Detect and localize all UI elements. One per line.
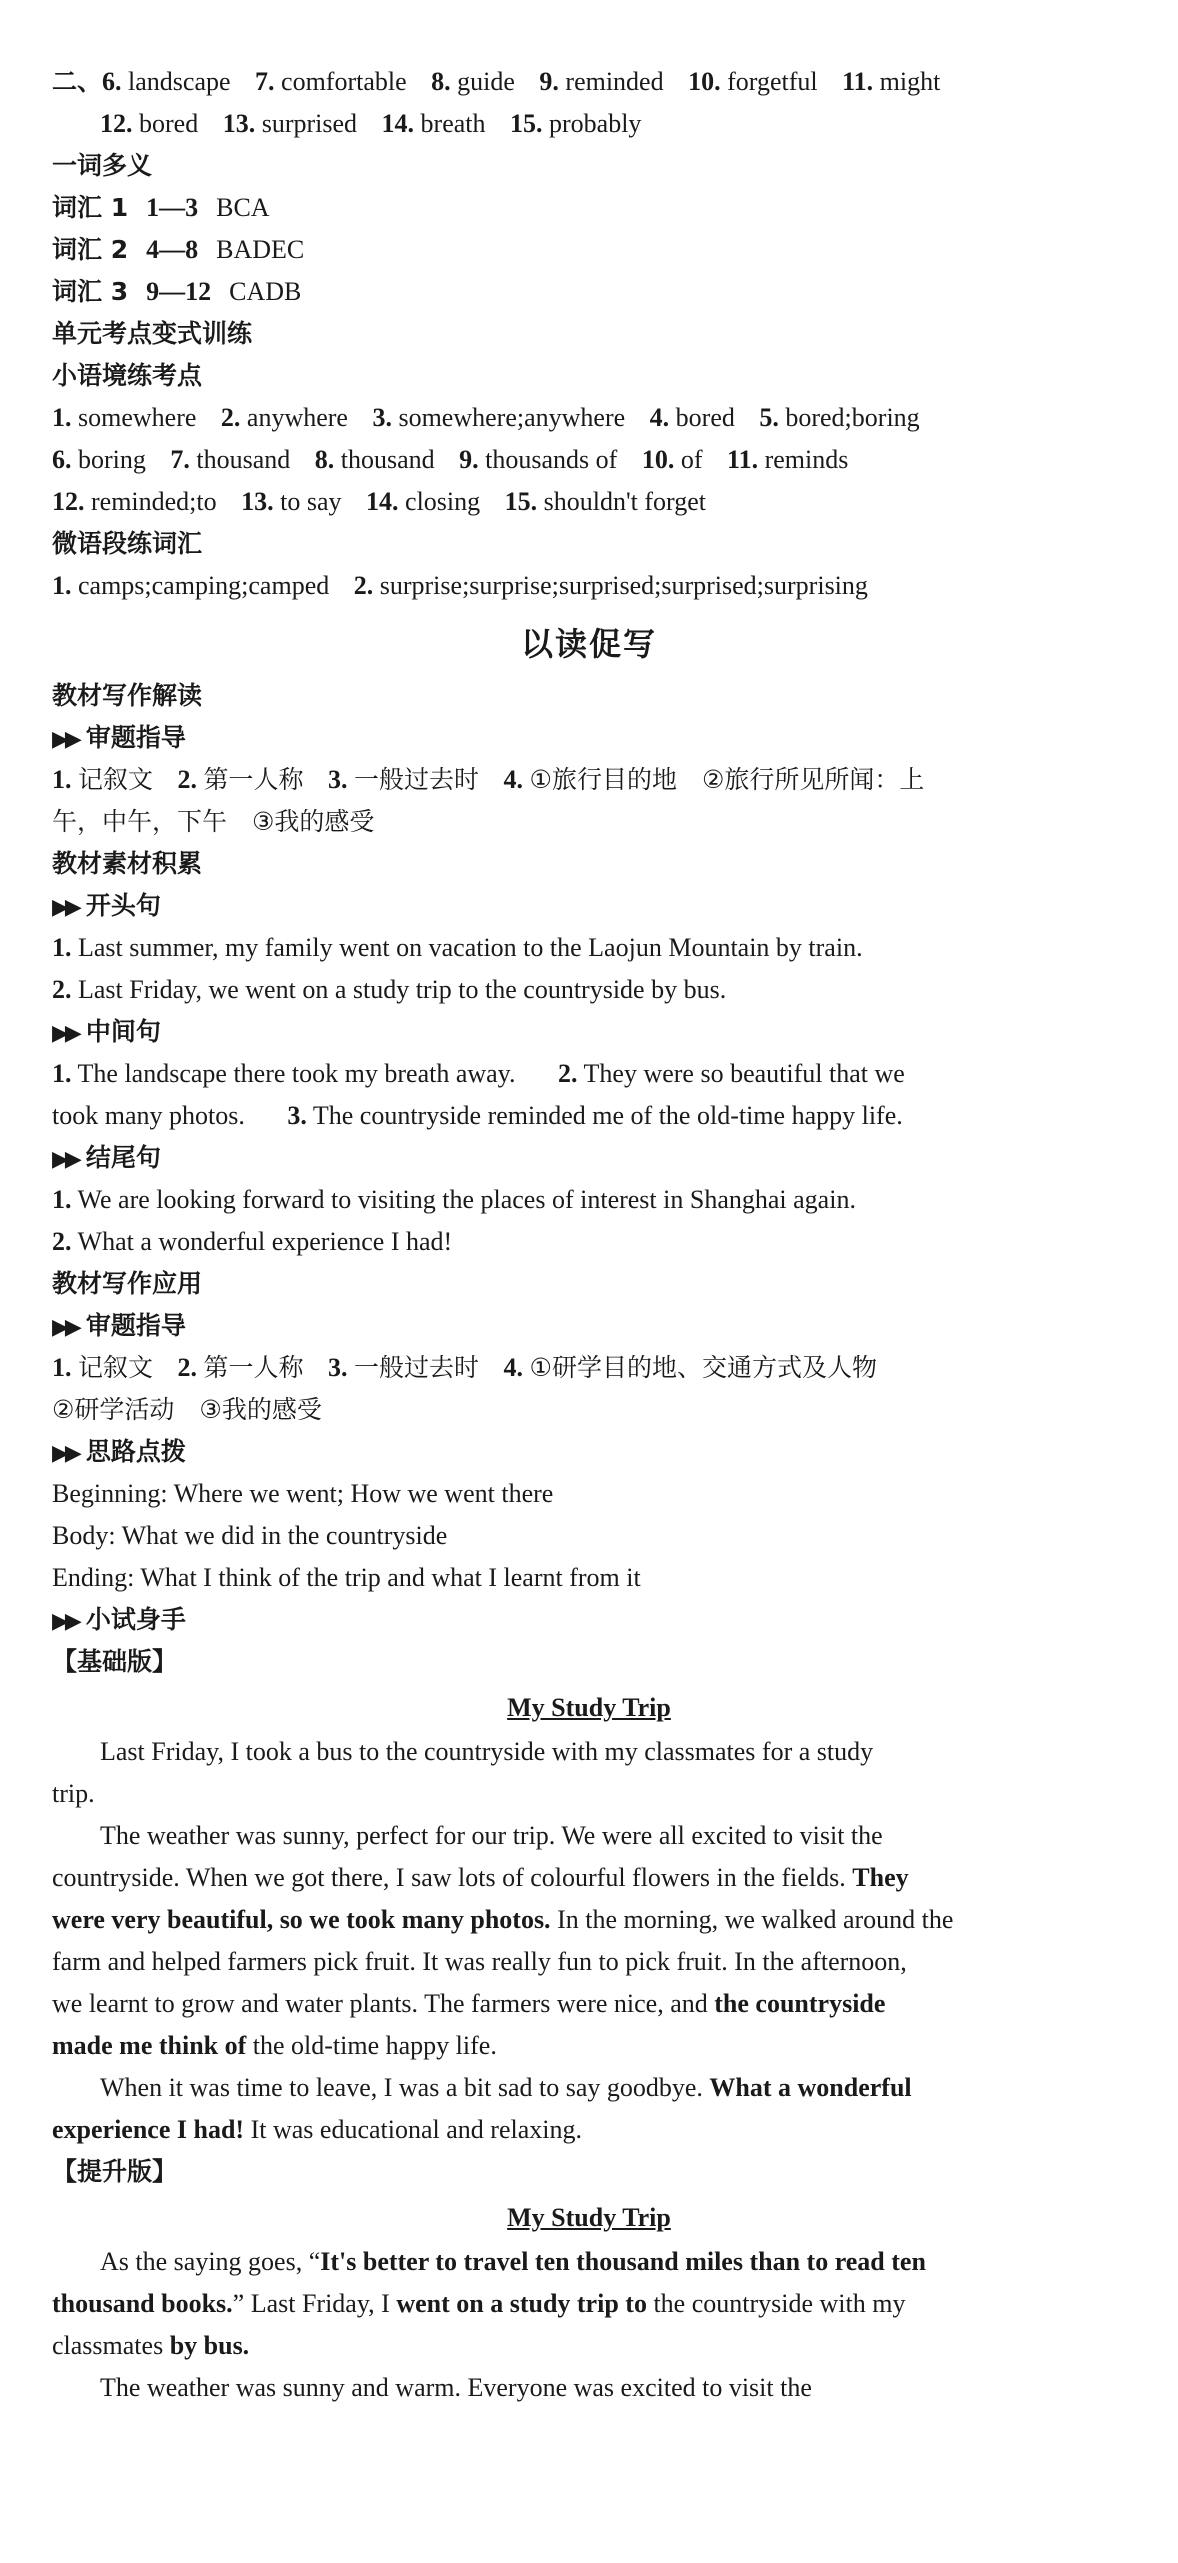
ending-heading: ▶▶ 结尾句 <box>52 1143 161 1172</box>
outline-item: Body: What we did in the countryside <box>52 1521 448 1550</box>
polysemy-item: 词汇 1 1—3 BCA <box>52 193 270 222</box>
polysemy-heading: 一词多义 <box>52 151 153 180</box>
essay-line: experience I had! It was educational and relaxing. <box>52 2115 582 2144</box>
arrow-icon: ▶▶ <box>52 1441 78 1466</box>
essay-line: The weather was sunny, perfect for our trip. We were all excited to visit the <box>100 1821 883 1850</box>
opening-sentence: 1. Last summer, my family went on vacation to the Laojun Mountain by train. <box>52 933 863 962</box>
vocab-line-1: 二、6. landscape 7. comfortable 8. guide 9. reminded 10. forgetful 11. might <box>52 67 941 96</box>
polysemy-item: 词汇 2 4—8 BADEC <box>52 235 305 264</box>
context-line-1: 1. somewhere 2. anywhere 3. somewhere;anywhere 4. bored 5. bored;boring <box>52 403 920 432</box>
arrow-icon: ▶▶ <box>52 1315 78 1340</box>
ending-sentence: 2. What a wonderful experience I had! <box>52 1227 453 1256</box>
context-line-3: 12. reminded;to 13. to say 14. closing 15. shouldn't forget <box>52 487 707 516</box>
practice-heading: ▶▶ 小试身手 <box>52 1605 186 1634</box>
arrow-icon: ▶▶ <box>52 1609 78 1634</box>
essay-line: countryside. When we got there, I saw lots of colourful flowers in the fields. They <box>52 1863 909 1892</box>
essay-title: My Study Trip <box>507 1693 671 1722</box>
essay-line: As the saying goes, “It's better to travel ten thousand miles than to read ten <box>100 2247 926 2276</box>
outline-item: Beginning: Where we went; How we went there <box>52 1479 554 1508</box>
arrow-icon: ▶▶ <box>52 895 78 920</box>
context-line-2: 6. boring 7. thousand 8. thousand 9. thousands of 10. of 11. reminds <box>52 445 849 474</box>
arrow-icon: ▶▶ <box>52 1021 78 1046</box>
arrow-icon: ▶▶ <box>52 1147 78 1172</box>
essay-line: were very beautiful, so we took many photos. In the morning, we walked around the <box>52 1905 954 1934</box>
ending-sentence: 1. We are looking forward to visiting the places of interest in Shanghai again. <box>52 1185 856 1214</box>
opening-heading: ▶▶ 开头句 <box>52 891 161 920</box>
essay-title: My Study Trip <box>507 2203 671 2232</box>
analysis-line-2-cont: ②研学活动 ③我的感受 <box>52 1395 322 1424</box>
part-label: 二、 <box>52 67 103 96</box>
analysis-heading: ▶▶ 审题指导 <box>52 723 186 752</box>
micro-heading: 微语段练词汇 <box>52 529 203 558</box>
analysis-line-2: 1. 记叙文 2. 第一人称 3. 一般过去时 4. ①研学目的地、交通方式及人物 <box>52 1353 877 1382</box>
middle-sentence-line-1: 1. The landscape there took my breath away. 2. They were so beautiful that we <box>52 1059 905 1088</box>
essay-line: trip. <box>52 1779 95 1808</box>
essay-line: classmates by bus. <box>52 2331 250 2360</box>
essay-line: The weather was sunny and warm. Everyone was excited to visit the <box>100 2373 812 2402</box>
opening-sentence: 2. Last Friday, we went on a study trip to the countryside by bus. <box>52 975 727 1004</box>
essay-line: we learnt to grow and water plants. The farmers were nice, and the countryside <box>52 1989 886 2018</box>
textbook-reading-heading: 教材写作解读 <box>52 681 203 710</box>
outline-item: Ending: What I think of the trip and what I learnt from it <box>52 1563 641 1592</box>
micro-line: 1. camps;camping;camped 2. surprise;surprise;surprised;surprised;surprising <box>52 571 868 600</box>
material-heading: 教材素材积累 <box>52 849 203 878</box>
essay-line: Last Friday, I took a bus to the countryside with my classmates for a study <box>100 1737 874 1766</box>
essay-line: When it was time to leave, I was a bit sad to say goodbye. What a wonderful <box>100 2073 912 2102</box>
essay-line: made me think of the old-time happy life. <box>52 2031 497 2060</box>
essay-line: farm and helped farmers pick fruit. It was really fun to pick fruit. In the afternoon, <box>52 1947 907 1976</box>
middle-heading: ▶▶ 中间句 <box>52 1017 161 1046</box>
arrow-icon: ▶▶ <box>52 727 78 752</box>
basic-version-label: 【基础版】 <box>52 1647 178 1676</box>
analysis-line-1-cont: 午，中午，下午 ③我的感受 <box>52 807 375 836</box>
polysemy-item: 词汇 3 9—12 CADB <box>52 277 302 306</box>
advanced-version-label: 【提升版】 <box>52 2157 178 2186</box>
vocab-line-2: 12. bored 13. surprised 14. breath 15. probably <box>100 109 642 138</box>
analysis-line-1: 1. 记叙文 2. 第一人称 3. 一般过去时 4. ①旅行目的地 ②旅行所见所闻：上 <box>52 765 925 794</box>
context-heading: 小语境练考点 <box>52 361 203 390</box>
section-title: 以读促写 <box>520 625 657 663</box>
essay-line: thousand books.” Last Friday, I went on a study trip to the countryside with my <box>52 2289 906 2318</box>
analysis-heading-2: ▶▶ 审题指导 <box>52 1311 186 1340</box>
outline-heading: ▶▶ 思路点拨 <box>52 1437 186 1466</box>
application-heading: 教材写作应用 <box>52 1269 203 1298</box>
unit-training-heading: 单元考点变式训练 <box>52 319 253 348</box>
middle-sentence-line-2: took many photos. 3. The countryside reminded me of the old-time happy life. <box>52 1101 903 1130</box>
